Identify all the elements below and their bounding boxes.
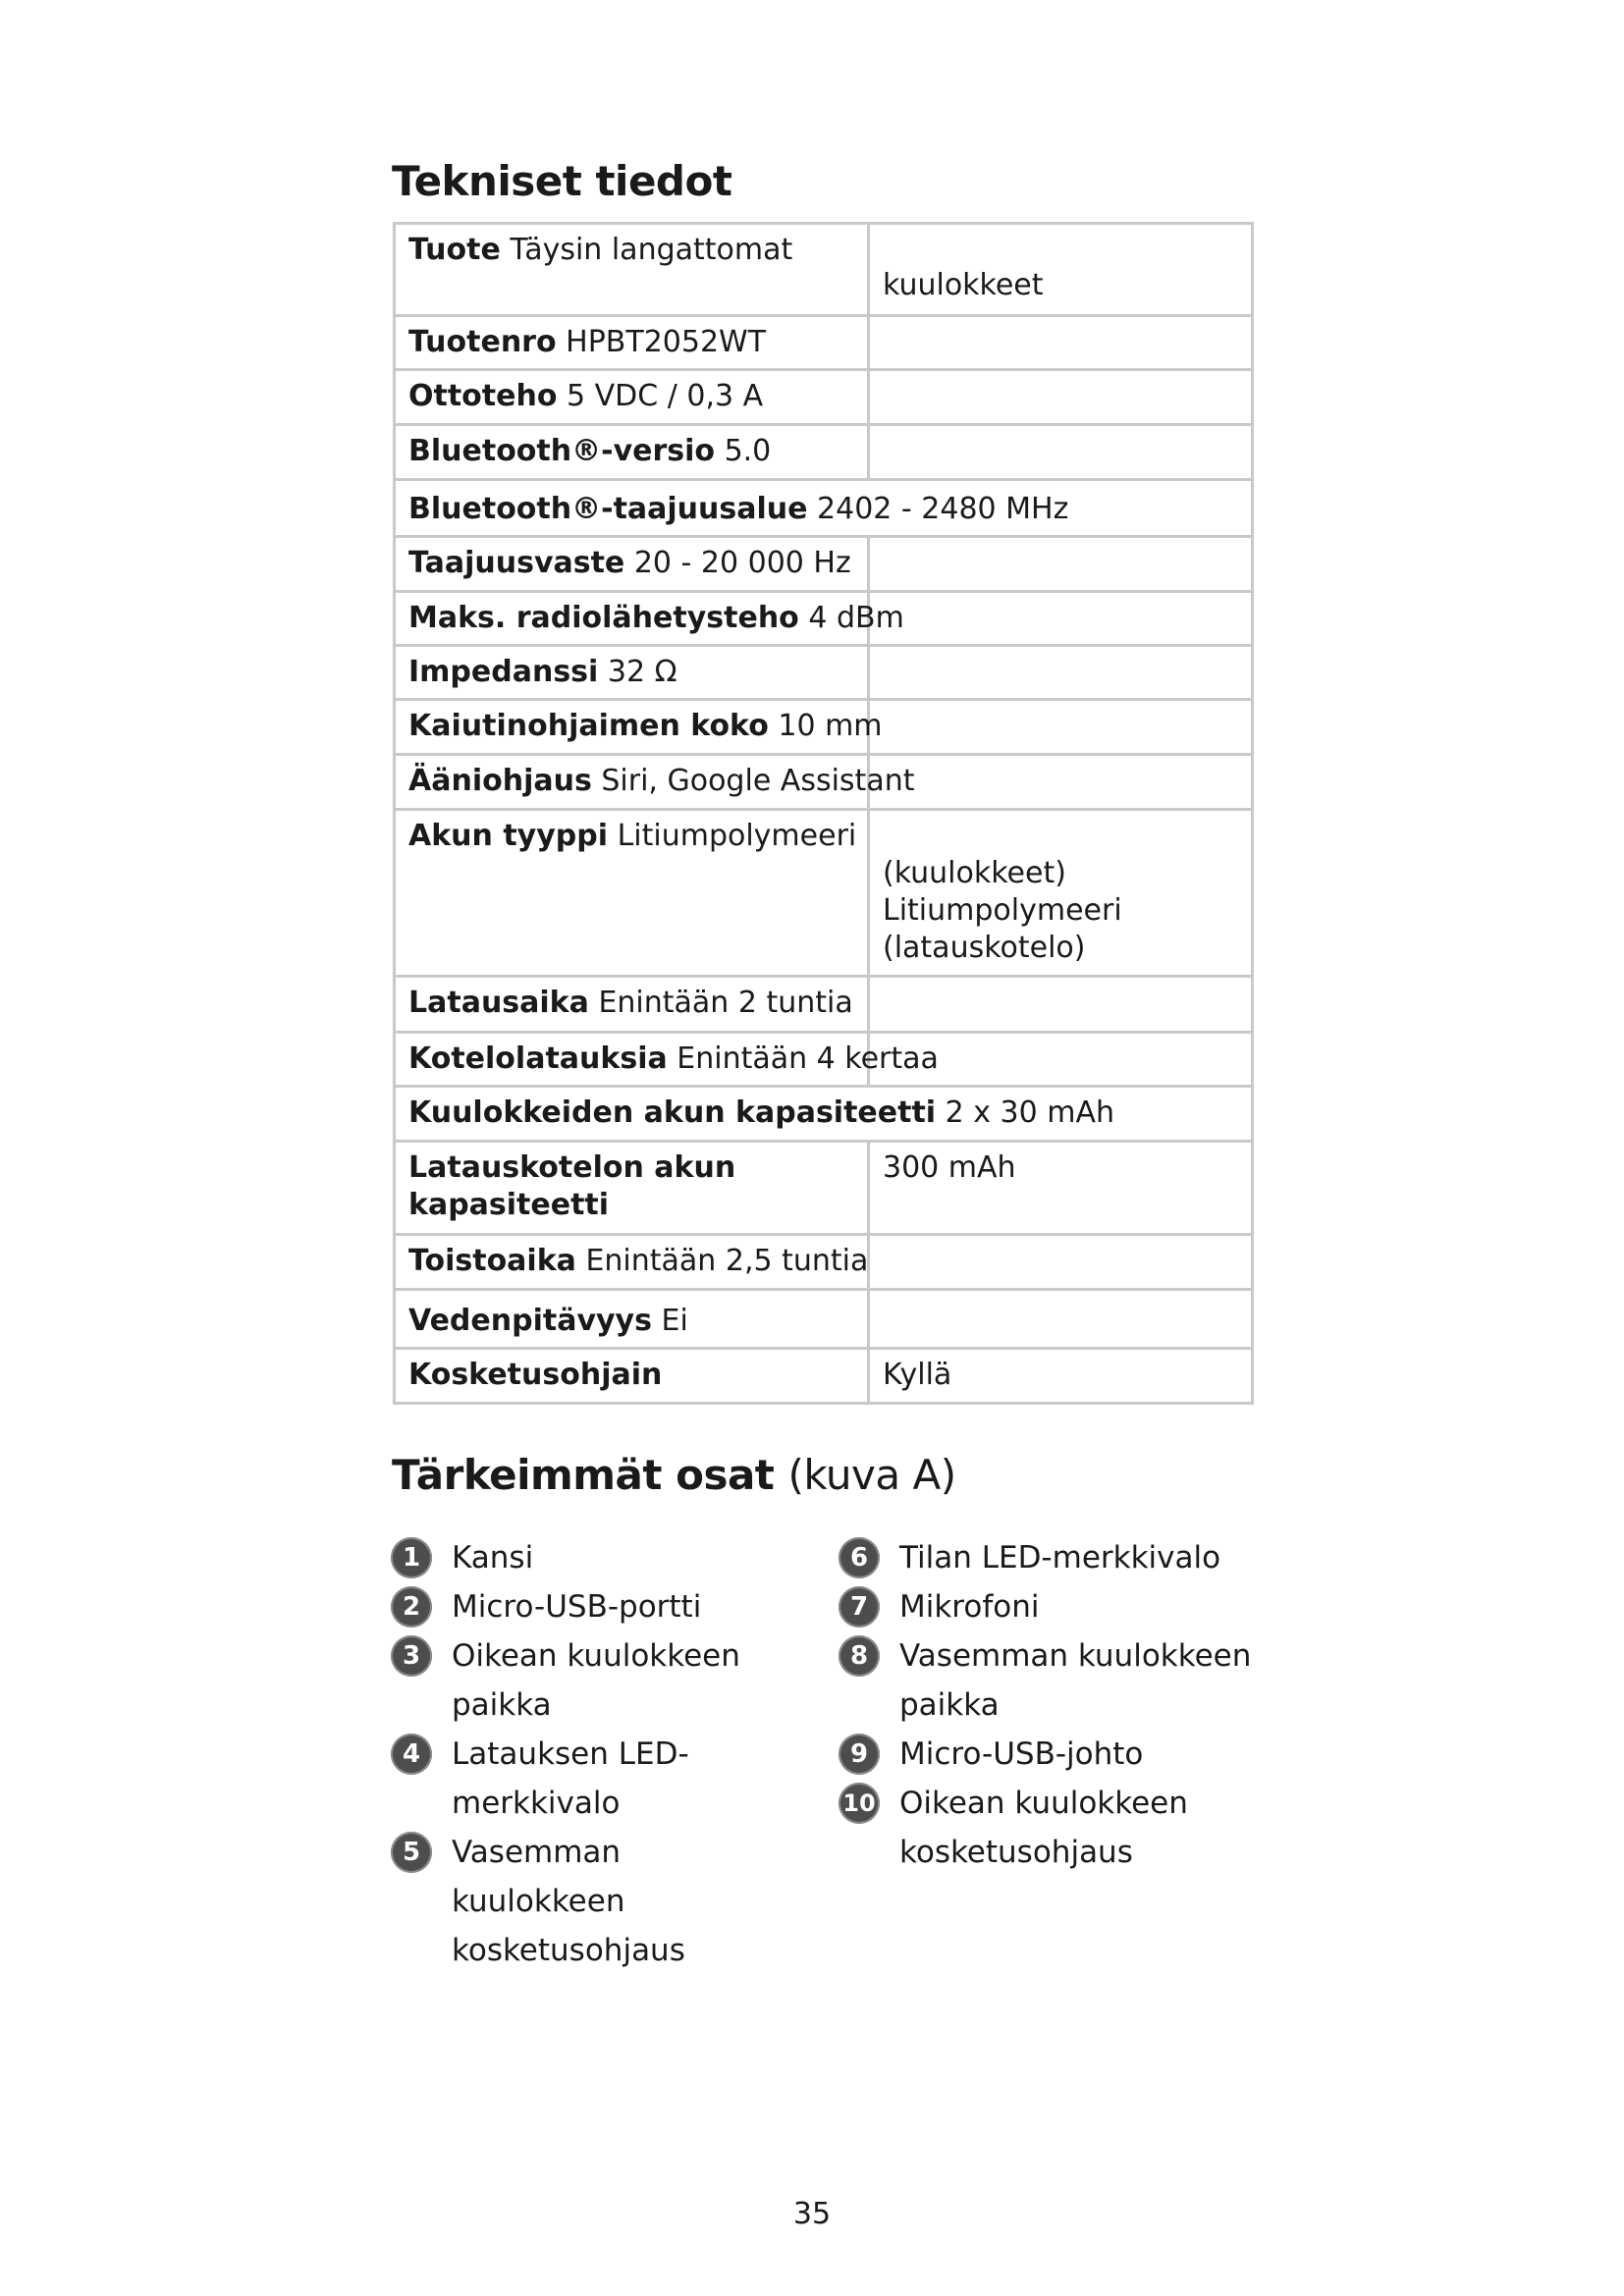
spec-value: 2402 - 2480 MHz bbox=[817, 492, 1069, 526]
list-item bbox=[839, 1533, 1271, 1582]
spec-label: Kuulokkeiden akun kapasiteetti bbox=[408, 1095, 937, 1130]
spec-value-2: 300 mAh bbox=[883, 1150, 1016, 1185]
spec-value: Ei bbox=[661, 1304, 688, 1338]
table-row bbox=[395, 810, 1253, 977]
spec-label: Impedanssi bbox=[408, 655, 599, 689]
part-label: Micro-USB-johto bbox=[899, 1736, 1144, 1772]
parts-list-right bbox=[839, 1533, 1271, 1877]
part-label: Vasemman kuulokkeen paikka bbox=[899, 1638, 1252, 1723]
list-item bbox=[391, 1828, 803, 1975]
parts-heading bbox=[392, 1451, 956, 1500]
number-badge: 3 bbox=[391, 1635, 432, 1677]
spec-label: Tuote bbox=[408, 233, 501, 267]
spec-value-2: Litiumpolymeeri bbox=[883, 893, 1122, 928]
list-item bbox=[839, 1631, 1271, 1730]
spec-label: Ottoteho bbox=[408, 379, 558, 413]
table-row bbox=[395, 425, 1253, 480]
table-row bbox=[395, 700, 1253, 755]
spec-value: 5 VDC / 0,3 A bbox=[567, 379, 764, 413]
table-row bbox=[395, 1290, 1253, 1349]
table-row bbox=[395, 1033, 1253, 1087]
part-label: Micro-USB-portti bbox=[452, 1589, 702, 1625]
spec-value: 20 - 20 000 Hz bbox=[633, 546, 851, 580]
number-badge: 1 bbox=[391, 1537, 432, 1578]
list-item bbox=[391, 1631, 803, 1730]
number-badge: 7 bbox=[839, 1586, 880, 1628]
number-badge: 10 bbox=[839, 1783, 880, 1824]
table-row bbox=[395, 1349, 1253, 1404]
list-item bbox=[391, 1582, 803, 1631]
spec-label: Latauskotelon akun kapasiteetti bbox=[408, 1150, 736, 1222]
spec-value-2: (latauskotelo) bbox=[883, 931, 1086, 965]
page-number: 35 bbox=[792, 2197, 832, 2231]
list-item bbox=[391, 1533, 803, 1582]
list-item bbox=[839, 1779, 1271, 1877]
spec-value-2: kuulokkeet bbox=[883, 268, 1044, 302]
parts-heading-bold: Tärkeimmät osat bbox=[392, 1451, 775, 1499]
table-row bbox=[395, 1087, 1253, 1142]
spec-label: Kotelolatauksia bbox=[408, 1041, 668, 1076]
spec-value: 2 x 30 mAh bbox=[945, 1095, 1115, 1130]
spec-value: Siri, Google Assistant bbox=[601, 764, 915, 798]
number-badge: 2 bbox=[391, 1586, 432, 1628]
spec-value: Enintään 4 kertaa bbox=[677, 1041, 939, 1076]
spec-value: Litiumpolymeeri bbox=[617, 819, 857, 853]
spec-label: Kosketusohjain bbox=[408, 1358, 663, 1392]
part-label: Vasemman kuulokkeen kosketusohjaus bbox=[452, 1835, 685, 1968]
spec-value: Enintään 2 tuntia bbox=[598, 986, 853, 1020]
list-item bbox=[839, 1582, 1271, 1631]
spec-value: 5.0 bbox=[724, 434, 772, 468]
spec-value: Enintään 2,5 tuntia bbox=[585, 1244, 869, 1278]
spec-value: 32 Ω bbox=[607, 655, 677, 689]
parts-list-left bbox=[391, 1533, 803, 1975]
spec-label: Ääniohjaus bbox=[408, 764, 592, 798]
spec-label: Taajuusvaste bbox=[408, 546, 625, 580]
spec-value: 4 dBm bbox=[808, 601, 904, 635]
spec-label: Tuotenro bbox=[408, 325, 557, 359]
spec-label: Bluetooth®-taajuusalue bbox=[408, 492, 808, 526]
table-row bbox=[395, 592, 1253, 646]
list-item bbox=[391, 1730, 803, 1828]
part-label: Tilan LED-merkkivalo bbox=[899, 1540, 1221, 1575]
spec-value: HPBT2052WT bbox=[566, 325, 767, 359]
table-row bbox=[395, 755, 1253, 810]
parts-heading-rest: (kuva A) bbox=[787, 1451, 956, 1499]
number-badge: 5 bbox=[391, 1832, 432, 1873]
spec-label: Bluetooth®-versio bbox=[408, 434, 716, 468]
spec-label: Akun tyyppi bbox=[408, 819, 609, 853]
table-row bbox=[395, 480, 1253, 537]
table-row bbox=[395, 646, 1253, 700]
spec-value-2: Kyllä bbox=[883, 1358, 952, 1392]
part-label: Latauksen LED-merkkivalo bbox=[452, 1736, 689, 1821]
table-row bbox=[395, 316, 1253, 370]
part-label: Kansi bbox=[452, 1540, 534, 1575]
table-row bbox=[395, 537, 1253, 592]
specs-table bbox=[393, 222, 1254, 1405]
list-item bbox=[839, 1730, 1271, 1779]
table-row bbox=[395, 1235, 1253, 1290]
spec-label: Vedenpitävyys bbox=[408, 1304, 652, 1338]
table-row bbox=[395, 977, 1253, 1033]
part-label: Mikrofoni bbox=[899, 1589, 1040, 1625]
spec-label: Toistoaika bbox=[408, 1244, 576, 1278]
table-row bbox=[395, 224, 1253, 316]
number-badge: 4 bbox=[391, 1734, 432, 1775]
table-row bbox=[395, 1142, 1253, 1235]
spec-value: 10 mm bbox=[778, 709, 883, 743]
number-badge: 9 bbox=[839, 1734, 880, 1775]
table-row bbox=[395, 370, 1253, 425]
number-badge: 8 bbox=[839, 1635, 880, 1677]
part-label: Oikean kuulokkeen paikka bbox=[452, 1638, 740, 1723]
number-badge: 6 bbox=[839, 1537, 880, 1578]
spec-label: Kaiutinohjaimen koko bbox=[408, 709, 769, 743]
part-label: Oikean kuulokkeen kosketusohjaus bbox=[899, 1786, 1188, 1870]
spec-value: Täysin langattomat bbox=[510, 233, 793, 267]
spec-label: Maks. radiolähetysteho bbox=[408, 601, 799, 635]
spec-value-2: (kuulokkeet) bbox=[883, 856, 1066, 890]
specs-heading: Tekniset tiedot bbox=[392, 157, 732, 205]
spec-label: Latausaika bbox=[408, 986, 589, 1020]
